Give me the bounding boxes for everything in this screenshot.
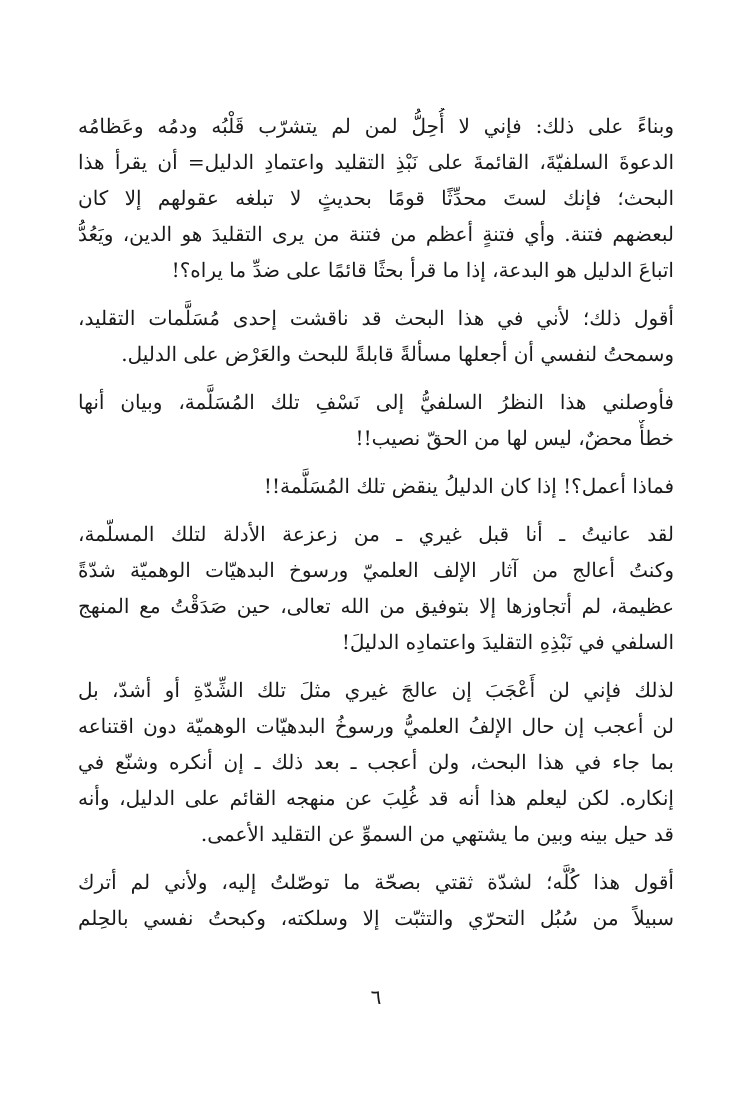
text-line: بما جاء في هذا البحث، ولن أعجب ـ بعد ذلك ـ إن أنكره وشنّع في xyxy=(78,750,674,774)
paragraph-gap xyxy=(78,288,674,300)
text-line: وكنتُ أعالج من آثار الإلف العلميّ ورسوخ البدهيّات الوهميّة شدّةً xyxy=(78,558,674,582)
text-line: اتباعَ الدليل هو البدعة، إذا ما قرأ بحثًا قائمًا على ضدِّ ما يراه؟! xyxy=(171,258,674,282)
body-text xyxy=(78,108,674,936)
paragraph-gap xyxy=(78,372,674,384)
paragraph-2 xyxy=(78,300,674,372)
paragraph-gap xyxy=(78,456,674,468)
text-line: إنكاره. لكن ليعلم هذا أنه قد غُلِبَ عن منهجه القائم على الدليل، وأنه xyxy=(78,786,674,810)
text-line: أقول ذلك؛ لأني في هذا البحث قد ناقشت إحدى مُسَلَّمات التقليد، xyxy=(78,306,674,330)
text-line: لذلك فإني لن أَعْجَبَ إن عالجَ غيري مثلَ تلك الشِّدّةِ أو أشدّ، بل xyxy=(78,678,674,702)
text-line: قد حيل بينه وبين ما يشتهي من السموِّ عن التقليد الأعمى. xyxy=(200,822,674,846)
text-line: أقول هذا كُلَّه؛ لشدّة ثقتي بصحّة ما توصّلتُ إليه، ولأني لم أترك xyxy=(78,870,674,894)
text-line: لبعضهم فتنة. وأي فتنةٍ أعظم من فتنة من يرى التقليدَ هو الدين، ويَعُدُّ xyxy=(78,222,674,246)
paragraph-gap xyxy=(78,852,674,864)
paragraph-6 xyxy=(78,672,674,852)
paragraph-gap xyxy=(78,504,674,516)
text-line: البحث؛ فإنك لستَ محدِّثًا قومًا بحديثٍ لا تبلغه عقولهم إلا كان xyxy=(78,186,674,210)
paragraph-5 xyxy=(78,516,674,660)
text-line: السلفي في نَبْذِهِ التقليدَ واعتمادِه الدليلَ! xyxy=(341,630,674,654)
text-line: وبناءً على ذلك: فإني لا أُحِلُّ لمن لم يتشرّب قَلْبُه ودمُه وعَظامُه xyxy=(78,114,674,138)
text-line: الدعوةَ السلفيّةَ، القائمةَ على نَبْذِ التقليد واعتمادِ الدليل= أن يقرأ هذا xyxy=(78,150,674,174)
text-line: فماذا أعمل؟! إذا كان الدليلُ ينقض تلك المُسَلَّمة!! xyxy=(263,474,674,498)
paragraph-4 xyxy=(78,468,674,504)
paragraph-1 xyxy=(78,108,674,288)
text-line: لن أعجب إن حال الإلفُ العلميُّ ورسوخُ البدهيّات الوهميّة دون اقتناعه xyxy=(78,714,674,738)
paragraph-7 xyxy=(78,864,674,936)
paragraph-gap xyxy=(78,660,674,672)
page-number: ٦ xyxy=(370,985,382,1009)
text-line: فأوصلني هذا النظرُ السلفيُّ إلى نَسْفِ تلك المُسَلَّمة، وبيان أنها xyxy=(78,390,674,414)
paragraph-3 xyxy=(78,384,674,456)
text-line: سبيلاً من سُبُل التحرّي والتثبّت إلا وسلكته، وكبحتُ نفسي بالحِلم xyxy=(78,906,674,930)
text-line: لقد عانيتُ ـ أنا قبل غيري ـ من زعزعة الأدلة لتلك المسلّمة، xyxy=(78,522,674,546)
text-line: خطأٌ محضٌ، ليس لها من الحقّ نصيب!! xyxy=(355,426,674,450)
text-line: عظيمة، لم أتجاوزها إلا بتوفيق من الله تعالى، حين صَدَقْتُ مع المنهج xyxy=(78,594,674,618)
text-line: وسمحتُ لنفسي أن أجعلها مسألةً قابلةً للبحث والعَرْض على الدليل. xyxy=(121,342,674,366)
